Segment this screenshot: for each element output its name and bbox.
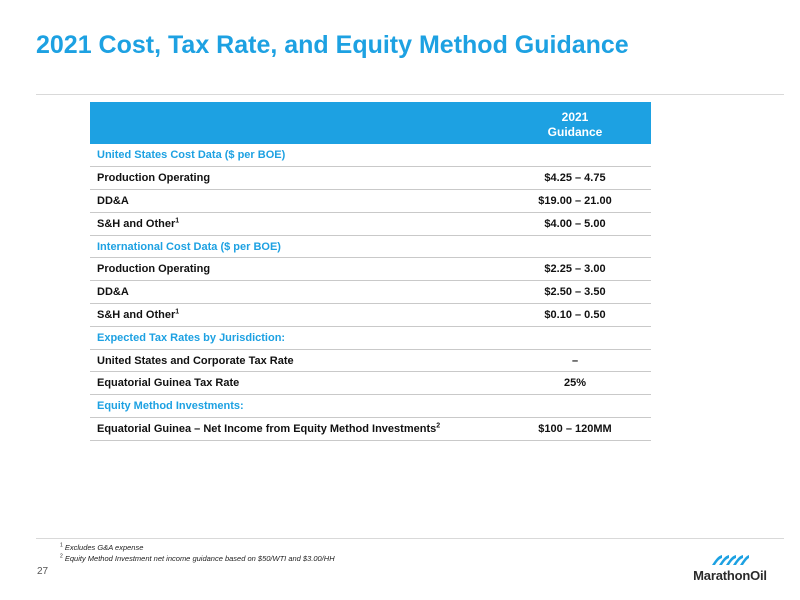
row-value bbox=[499, 235, 651, 258]
row-label: Equatorial Guinea Tax Rate bbox=[90, 372, 499, 395]
row-value: $0.10 – 0.50 bbox=[499, 304, 651, 327]
row-value: $4.25 – 4.75 bbox=[499, 167, 651, 190]
footnote-2: $^2$ Equity Method Investment net income guidance based on $50/WTI and $3.00/HH bbox=[60, 553, 335, 563]
row-label: Production Operating bbox=[90, 167, 499, 190]
row-label: Production Operating bbox=[90, 258, 499, 281]
section-row bbox=[90, 144, 651, 167]
logo-text: MarathonOil bbox=[693, 568, 767, 583]
table-header-row bbox=[90, 102, 651, 144]
label-column-header bbox=[90, 102, 499, 144]
footnote-1: $^1$ Excludes G&A expense bbox=[60, 542, 144, 552]
footnote-marker: 1 bbox=[175, 217, 180, 225]
marathon-oil-logo bbox=[684, 553, 776, 589]
row-value: $19.00 – 21.00 bbox=[499, 190, 651, 213]
table-body bbox=[90, 144, 651, 440]
footer-divider bbox=[36, 538, 784, 539]
table-row bbox=[90, 304, 651, 327]
section-row bbox=[90, 326, 651, 349]
row-label: DD&A bbox=[90, 190, 499, 213]
table-row bbox=[90, 349, 651, 372]
title-divider bbox=[36, 94, 784, 95]
footnotes bbox=[60, 542, 335, 564]
row-value: $2.25 – 3.00 bbox=[499, 258, 651, 281]
row-value: – bbox=[499, 349, 651, 372]
section-label: United States Cost Data ($ per BOE) bbox=[90, 144, 499, 167]
section-row bbox=[90, 235, 651, 258]
table-row bbox=[90, 212, 651, 235]
guidance-table bbox=[90, 102, 651, 441]
footnote-marker: 1 bbox=[175, 308, 180, 316]
marathon-wave-icon bbox=[710, 553, 750, 567]
row-value bbox=[499, 144, 651, 167]
table-row bbox=[90, 281, 651, 304]
section-label: Expected Tax Rates by Jurisdiction: bbox=[90, 326, 499, 349]
section-label: Equity Method Investments: bbox=[90, 395, 499, 418]
slide-title: 2021 Cost, Tax Rate, and Equity Method Guidance bbox=[36, 31, 629, 59]
guidance-column-header bbox=[499, 102, 651, 144]
table-row bbox=[90, 258, 651, 281]
row-label: S&H and Other$^1$ bbox=[90, 212, 499, 235]
guidance-header-year: 2021 bbox=[561, 109, 589, 124]
row-value: 25% bbox=[499, 372, 651, 395]
table-row bbox=[90, 418, 651, 441]
row-label: United States and Corporate Tax Rate bbox=[90, 349, 499, 372]
row-label: Equatorial Guinea – Net Income from Equity Method Investments$^2$ bbox=[90, 418, 499, 441]
row-value bbox=[499, 326, 651, 349]
row-value: $100 – 120MM bbox=[499, 418, 651, 441]
footnote-marker: 2 bbox=[436, 422, 441, 430]
row-value: $2.50 – 3.50 bbox=[499, 281, 651, 304]
row-label: S&H and Other$^1$ bbox=[90, 304, 499, 327]
guidance-header-text: Guidance bbox=[547, 124, 603, 139]
page-number: 27 bbox=[37, 566, 49, 577]
row-value: $4.00 – 5.00 bbox=[499, 212, 651, 235]
section-row bbox=[90, 395, 651, 418]
table-row bbox=[90, 190, 651, 213]
row-label: DD&A bbox=[90, 281, 499, 304]
section-label: International Cost Data ($ per BOE) bbox=[90, 235, 499, 258]
table-row bbox=[90, 372, 651, 395]
row-value bbox=[499, 395, 651, 418]
table-row bbox=[90, 167, 651, 190]
